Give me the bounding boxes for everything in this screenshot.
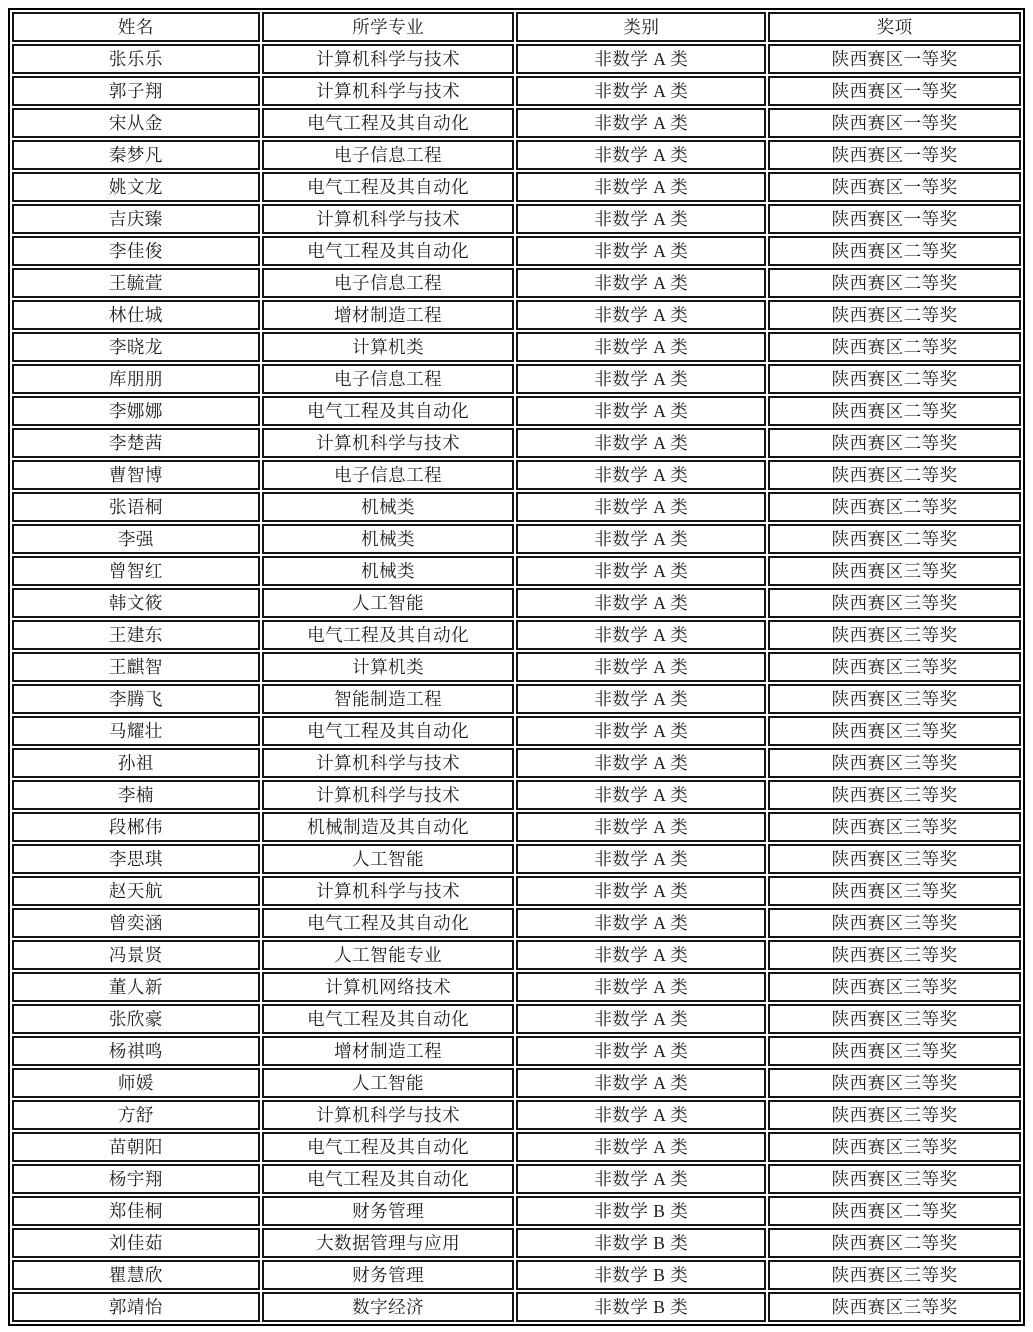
- name-cell: 李楠: [12, 780, 260, 810]
- major-cell: 电气工程及其自动化: [262, 1004, 515, 1034]
- major-cell: 机械类: [262, 556, 515, 586]
- major-cell: 机械制造及其自动化: [262, 812, 515, 842]
- major-cell: 财务管理: [262, 1196, 515, 1226]
- category-cell: 非数学 A 类: [516, 844, 766, 874]
- name-cell: 李强: [12, 524, 260, 554]
- award-cell: 陕西赛区三等奖: [768, 812, 1021, 842]
- major-cell: 电气工程及其自动化: [262, 1164, 515, 1194]
- table-row: [12, 108, 1021, 138]
- award-cell: 陕西赛区三等奖: [768, 1132, 1021, 1162]
- award-cell: 陕西赛区三等奖: [768, 684, 1021, 714]
- major-cell: 人工智能: [262, 844, 515, 874]
- header-row: [12, 12, 1021, 42]
- category-cell: 非数学 B 类: [516, 1228, 766, 1258]
- table-row: [12, 1228, 1021, 1258]
- category-cell: 非数学 A 类: [516, 716, 766, 746]
- table-row: [12, 812, 1021, 842]
- category-cell: 非数学 A 类: [516, 780, 766, 810]
- major-cell: 人工智能: [262, 588, 515, 618]
- award-cell: 陕西赛区三等奖: [768, 1068, 1021, 1098]
- name-cell: 吉庆臻: [12, 204, 260, 234]
- award-cell: 陕西赛区三等奖: [768, 844, 1021, 874]
- table-row: [12, 716, 1021, 746]
- name-cell: 李思琪: [12, 844, 260, 874]
- major-cell: 计算机科学与技术: [262, 748, 515, 778]
- table-row: [12, 876, 1021, 906]
- major-cell: 计算机网络技术: [262, 972, 515, 1002]
- category-cell: 非数学 A 类: [516, 76, 766, 106]
- name-cell: 曾奕涵: [12, 908, 260, 938]
- major-cell: 数字经济: [262, 1292, 515, 1322]
- category-cell: 非数学 A 类: [516, 44, 766, 74]
- major-cell: 电子信息工程: [262, 364, 515, 394]
- major-cell: 计算机科学与技术: [262, 204, 515, 234]
- major-cell: 计算机科学与技术: [262, 428, 515, 458]
- major-cell: 电气工程及其自动化: [262, 716, 515, 746]
- award-cell: 陕西赛区三等奖: [768, 1292, 1021, 1322]
- major-cell: 增材制造工程: [262, 300, 515, 330]
- category-cell: 非数学 A 类: [516, 492, 766, 522]
- award-cell: 陕西赛区二等奖: [768, 364, 1021, 394]
- category-cell: 非数学 A 类: [516, 236, 766, 266]
- award-cell: 陕西赛区二等奖: [768, 236, 1021, 266]
- name-cell: 库朋朋: [12, 364, 260, 394]
- table-row: [12, 620, 1021, 650]
- table-row: [12, 268, 1021, 298]
- table-row: [12, 1196, 1021, 1226]
- table-row: [12, 140, 1021, 170]
- major-cell: 人工智能专业: [262, 940, 515, 970]
- category-cell: 非数学 A 类: [516, 588, 766, 618]
- category-cell: 非数学 A 类: [516, 1068, 766, 1098]
- award-cell: 陕西赛区三等奖: [768, 716, 1021, 746]
- major-cell: 机械类: [262, 524, 515, 554]
- major-cell: 电气工程及其自动化: [262, 172, 515, 202]
- name-cell: 师媛: [12, 1068, 260, 1098]
- name-cell: 刘佳茹: [12, 1228, 260, 1258]
- name-cell: 秦梦凡: [12, 140, 260, 170]
- name-cell: 李楚茜: [12, 428, 260, 458]
- award-cell: 陕西赛区一等奖: [768, 44, 1021, 74]
- table-row: [12, 556, 1021, 586]
- name-cell: 苗朝阳: [12, 1132, 260, 1162]
- major-cell: 大数据管理与应用: [262, 1228, 515, 1258]
- table-row: [12, 44, 1021, 74]
- category-cell: 非数学 A 类: [516, 908, 766, 938]
- name-cell: 李佳俊: [12, 236, 260, 266]
- category-cell: 非数学 A 类: [516, 1132, 766, 1162]
- category-cell: 非数学 A 类: [516, 108, 766, 138]
- category-cell: 非数学 A 类: [516, 556, 766, 586]
- category-cell: 非数学 A 类: [516, 300, 766, 330]
- name-cell: 杨祺鸣: [12, 1036, 260, 1066]
- major-cell: 计算机类: [262, 652, 515, 682]
- header-category: 类别: [516, 12, 766, 42]
- category-cell: 非数学 A 类: [516, 1164, 766, 1194]
- table-row: [12, 1004, 1021, 1034]
- table-row: [12, 524, 1021, 554]
- name-cell: 孙祖: [12, 748, 260, 778]
- award-cell: 陕西赛区三等奖: [768, 876, 1021, 906]
- award-cell: 陕西赛区三等奖: [768, 620, 1021, 650]
- award-cell: 陕西赛区一等奖: [768, 172, 1021, 202]
- name-cell: 宋从金: [12, 108, 260, 138]
- award-cell: 陕西赛区三等奖: [768, 588, 1021, 618]
- award-cell: 陕西赛区三等奖: [768, 1004, 1021, 1034]
- award-cell: 陕西赛区三等奖: [768, 940, 1021, 970]
- name-cell: 姚文龙: [12, 172, 260, 202]
- award-cell: 陕西赛区三等奖: [768, 908, 1021, 938]
- award-cell: 陕西赛区二等奖: [768, 1196, 1021, 1226]
- category-cell: 非数学 A 类: [516, 1100, 766, 1130]
- category-cell: 非数学 A 类: [516, 332, 766, 362]
- category-cell: 非数学 B 类: [516, 1292, 766, 1322]
- category-cell: 非数学 A 类: [516, 460, 766, 490]
- name-cell: 杨宇翔: [12, 1164, 260, 1194]
- category-cell: 非数学 A 类: [516, 204, 766, 234]
- name-cell: 林仕城: [12, 300, 260, 330]
- table-row: [12, 652, 1021, 682]
- major-cell: 电气工程及其自动化: [262, 108, 515, 138]
- name-cell: 马耀壮: [12, 716, 260, 746]
- category-cell: 非数学 A 类: [516, 748, 766, 778]
- award-cell: 陕西赛区三等奖: [768, 748, 1021, 778]
- table-row: [12, 204, 1021, 234]
- table-row: [12, 844, 1021, 874]
- name-cell: 李晓龙: [12, 332, 260, 362]
- category-cell: 非数学 B 类: [516, 1196, 766, 1226]
- major-cell: 机械类: [262, 492, 515, 522]
- award-cell: 陕西赛区二等奖: [768, 332, 1021, 362]
- major-cell: 电气工程及其自动化: [262, 620, 515, 650]
- category-cell: 非数学 A 类: [516, 972, 766, 1002]
- name-cell: 曹智博: [12, 460, 260, 490]
- category-cell: 非数学 A 类: [516, 1036, 766, 1066]
- category-cell: 非数学 B 类: [516, 1260, 766, 1290]
- category-cell: 非数学 A 类: [516, 1004, 766, 1034]
- table-row: [12, 1068, 1021, 1098]
- table-row: [12, 76, 1021, 106]
- award-cell: 陕西赛区二等奖: [768, 268, 1021, 298]
- category-cell: 非数学 A 类: [516, 684, 766, 714]
- table-row: [12, 1132, 1021, 1162]
- name-cell: 冯景贤: [12, 940, 260, 970]
- award-cell: 陕西赛区一等奖: [768, 140, 1021, 170]
- major-cell: 电子信息工程: [262, 460, 515, 490]
- table-row: [12, 428, 1021, 458]
- table-row: [12, 1292, 1021, 1322]
- name-cell: 张欣豪: [12, 1004, 260, 1034]
- major-cell: 财务管理: [262, 1260, 515, 1290]
- category-cell: 非数学 A 类: [516, 620, 766, 650]
- award-cell: 陕西赛区一等奖: [768, 76, 1021, 106]
- category-cell: 非数学 A 类: [516, 268, 766, 298]
- table-row: [12, 780, 1021, 810]
- award-cell: 陕西赛区三等奖: [768, 652, 1021, 682]
- major-cell: 电气工程及其自动化: [262, 908, 515, 938]
- name-cell: 瞿慧欣: [12, 1260, 260, 1290]
- major-cell: 计算机科学与技术: [262, 876, 515, 906]
- award-cell: 陕西赛区二等奖: [768, 1228, 1021, 1258]
- name-cell: 王毓萱: [12, 268, 260, 298]
- major-cell: 电气工程及其自动化: [262, 1132, 515, 1162]
- name-cell: 张乐乐: [12, 44, 260, 74]
- name-cell: 李腾飞: [12, 684, 260, 714]
- name-cell: 董人新: [12, 972, 260, 1002]
- award-cell: 陕西赛区三等奖: [768, 556, 1021, 586]
- category-cell: 非数学 A 类: [516, 172, 766, 202]
- major-cell: 智能制造工程: [262, 684, 515, 714]
- category-cell: 非数学 A 类: [516, 652, 766, 682]
- table-row: [12, 588, 1021, 618]
- award-cell: 陕西赛区二等奖: [768, 300, 1021, 330]
- award-cell: 陕西赛区一等奖: [768, 108, 1021, 138]
- table-row: [12, 1164, 1021, 1194]
- major-cell: 电气工程及其自动化: [262, 236, 515, 266]
- award-cell: 陕西赛区二等奖: [768, 524, 1021, 554]
- table-row: [12, 748, 1021, 778]
- category-cell: 非数学 A 类: [516, 876, 766, 906]
- table-row: [12, 1036, 1021, 1066]
- awards-table: [8, 8, 1025, 1326]
- table-row: [12, 460, 1021, 490]
- name-cell: 郭靖怡: [12, 1292, 260, 1322]
- category-cell: 非数学 A 类: [516, 524, 766, 554]
- table-row: [12, 1100, 1021, 1130]
- header-award: 奖项: [768, 12, 1021, 42]
- category-cell: 非数学 A 类: [516, 812, 766, 842]
- table-row: [12, 940, 1021, 970]
- name-cell: 李娜娜: [12, 396, 260, 426]
- award-cell: 陕西赛区二等奖: [768, 492, 1021, 522]
- category-cell: 非数学 A 类: [516, 428, 766, 458]
- name-cell: 王麒智: [12, 652, 260, 682]
- major-cell: 人工智能: [262, 1068, 515, 1098]
- major-cell: 计算机类: [262, 332, 515, 362]
- name-cell: 郭子翔: [12, 76, 260, 106]
- award-cell: 陕西赛区三等奖: [768, 1036, 1021, 1066]
- award-cell: 陕西赛区二等奖: [768, 460, 1021, 490]
- major-cell: 电气工程及其自动化: [262, 396, 515, 426]
- table-row: [12, 908, 1021, 938]
- table-row: [12, 332, 1021, 362]
- table-row: [12, 300, 1021, 330]
- major-cell: 计算机科学与技术: [262, 76, 515, 106]
- table-body: [12, 44, 1021, 1322]
- category-cell: 非数学 A 类: [516, 364, 766, 394]
- major-cell: 电子信息工程: [262, 268, 515, 298]
- award-cell: 陕西赛区三等奖: [768, 972, 1021, 1002]
- major-cell: 增材制造工程: [262, 1036, 515, 1066]
- table-row: [12, 492, 1021, 522]
- name-cell: 赵天航: [12, 876, 260, 906]
- table-row: [12, 396, 1021, 426]
- category-cell: 非数学 A 类: [516, 396, 766, 426]
- table-row: [12, 1260, 1021, 1290]
- name-cell: 方舒: [12, 1100, 260, 1130]
- name-cell: 郑佳桐: [12, 1196, 260, 1226]
- award-cell: 陕西赛区一等奖: [768, 204, 1021, 234]
- header-name: 姓名: [12, 12, 260, 42]
- header-major: 所学专业: [262, 12, 515, 42]
- major-cell: 计算机科学与技术: [262, 1100, 515, 1130]
- name-cell: 王建东: [12, 620, 260, 650]
- name-cell: 张语桐: [12, 492, 260, 522]
- name-cell: 韩文筱: [12, 588, 260, 618]
- award-cell: 陕西赛区三等奖: [768, 1260, 1021, 1290]
- award-cell: 陕西赛区三等奖: [768, 780, 1021, 810]
- major-cell: 计算机科学与技术: [262, 44, 515, 74]
- category-cell: 非数学 A 类: [516, 940, 766, 970]
- award-cell: 陕西赛区二等奖: [768, 396, 1021, 426]
- table-row: [12, 972, 1021, 1002]
- table-row: [12, 236, 1021, 266]
- award-cell: 陕西赛区二等奖: [768, 428, 1021, 458]
- major-cell: 电子信息工程: [262, 140, 515, 170]
- table-row: [12, 684, 1021, 714]
- major-cell: 计算机科学与技术: [262, 780, 515, 810]
- award-cell: 陕西赛区三等奖: [768, 1164, 1021, 1194]
- name-cell: 段郴伟: [12, 812, 260, 842]
- category-cell: 非数学 A 类: [516, 140, 766, 170]
- table-row: [12, 364, 1021, 394]
- name-cell: 曾智红: [12, 556, 260, 586]
- table-row: [12, 172, 1021, 202]
- award-cell: 陕西赛区三等奖: [768, 1100, 1021, 1130]
